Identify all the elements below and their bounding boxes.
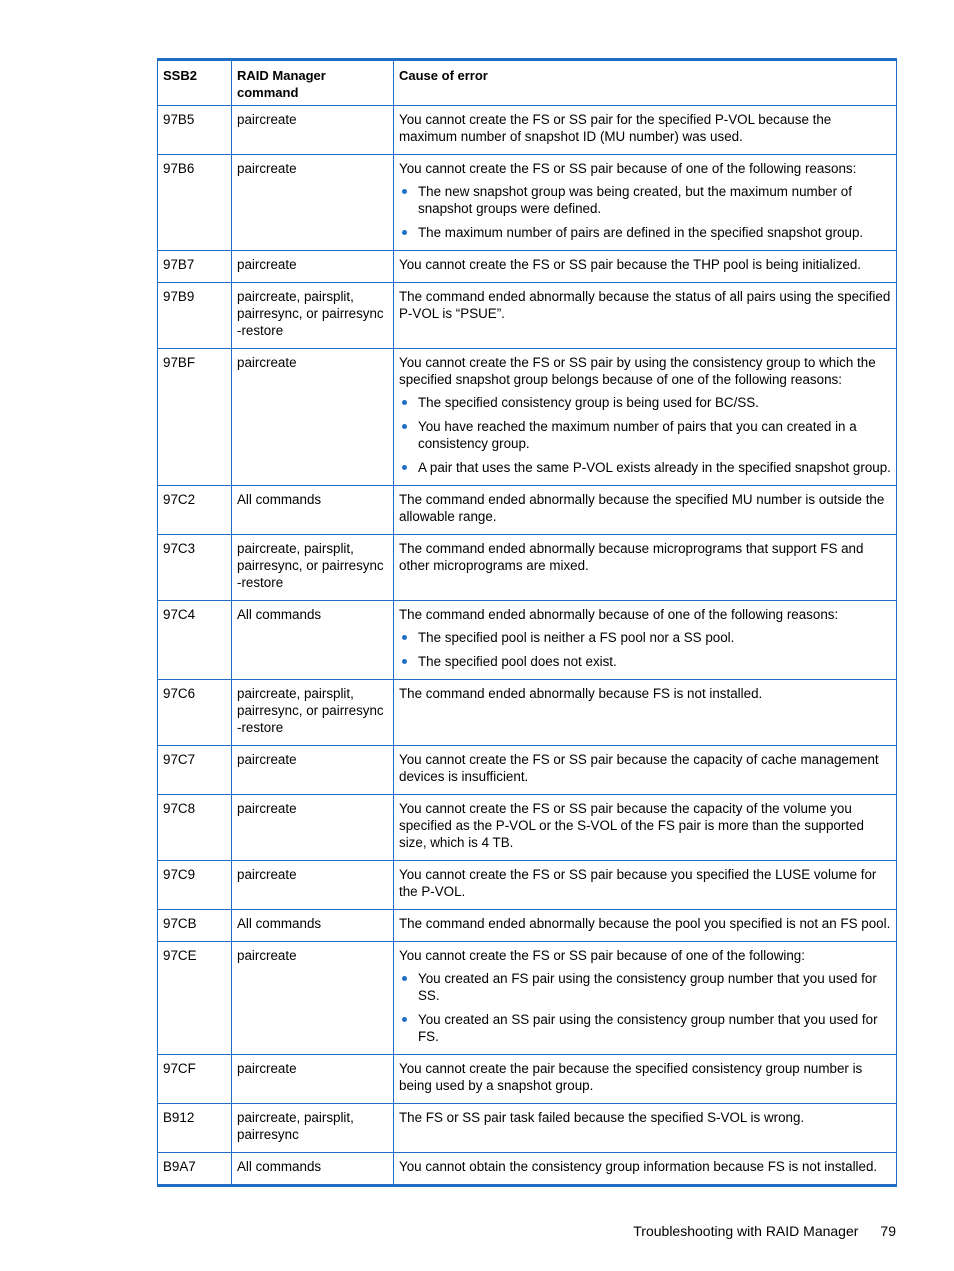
cause-text: You cannot create the FS or SS pair because you specified the LUSE volume for the P-VOL. [399,867,877,899]
cause-text: The command ended abnormally because the status of all pairs using the specified P-VOL is “PSUE”. [399,289,891,321]
bullet-icon [402,976,407,981]
cause-text: You cannot create the FS or SS pair because the capacity of the volume you specified as the P-VOL or the S-VOL of the FS pair is more than the supported size, which is 4 TB. [399,801,864,850]
raid-manager-command: paircreate, pairsplit, pairresync, or pairresync -restore [232,535,394,601]
bullet-text: You have reached the maximum number of pairs that you can created in a consistency group. [418,419,857,451]
table-row [158,251,897,283]
cause-of-error [394,486,897,535]
bullet-icon [402,465,407,470]
cause-of-error [394,1055,897,1104]
footer-section-title: Troubleshooting with RAID Manager [633,1223,859,1239]
cause-text: You cannot create the pair because the specified consistency group number is being used by a snapshot group. [399,1061,863,1093]
table-row [158,1153,897,1186]
ssb2-code: 97CB [158,910,232,942]
ssb2-code: 97C3 [158,535,232,601]
bullet-text: The new snapshot group was being created, but the maximum number of snapshot groups were defined. [418,184,852,216]
raid-manager-command: paircreate [232,861,394,910]
bullet-icon [402,230,407,235]
ssb2-code: B9A7 [158,1153,232,1186]
cause-of-error [394,251,897,283]
table-row [158,795,897,861]
cause-of-error [394,910,897,942]
bullet-text: You created an SS pair using the consistency group number that you used for FS. [418,1012,878,1044]
table-row [158,283,897,349]
bullet-icon [402,635,407,640]
raid-manager-command: paircreate, pairsplit, pairresync [232,1104,394,1153]
table-row [158,106,897,155]
cause-of-error [394,349,897,486]
header-cause-of-error: Cause of error [394,60,897,106]
ssb2-code: B912 [158,1104,232,1153]
raid-manager-command: paircreate [232,795,394,861]
raid-manager-command: All commands [232,601,394,680]
raid-manager-command: All commands [232,486,394,535]
cause-bullet-item [399,183,891,217]
cause-bullet-list [399,629,891,670]
ssb2-code: 97C2 [158,486,232,535]
ssb2-code: 97C9 [158,861,232,910]
cause-bullet-item [399,418,891,452]
raid-manager-command: All commands [232,910,394,942]
bullet-icon [402,659,407,664]
cause-text: The command ended abnormally because the specified MU number is outside the allowable range. [399,492,885,524]
ssb2-code: 97B9 [158,283,232,349]
cause-of-error [394,601,897,680]
cause-of-error [394,942,897,1055]
cause-bullet-list [399,970,891,1045]
bullet-text: The specified pool is neither a FS pool nor a SS pool. [418,630,735,645]
table-body [158,106,897,1186]
cause-of-error [394,535,897,601]
ssb2-code: 97C4 [158,601,232,680]
ssb2-code: 97CE [158,942,232,1055]
ssb2-code: 97C7 [158,746,232,795]
table-row [158,746,897,795]
error-code-table [157,58,897,1187]
table-row [158,601,897,680]
raid-manager-command: paircreate [232,942,394,1055]
raid-manager-command: paircreate [232,746,394,795]
cause-of-error [394,155,897,251]
cause-bullet-item [399,224,891,241]
cause-bullet-item [399,394,891,411]
cause-of-error [394,795,897,861]
cause-text: The command ended abnormally because of one of the following reasons: [399,607,839,622]
table-row [158,861,897,910]
cause-of-error [394,106,897,155]
cause-text: The command ended abnormally because FS is not installed. [399,686,763,701]
raid-manager-command: paircreate, pairsplit, pairresync, or pairresync -restore [232,680,394,746]
cause-bullet-item [399,629,891,646]
raid-manager-command: paircreate [232,251,394,283]
cause-of-error [394,680,897,746]
cause-text: You cannot create the FS or SS pair for the specified P-VOL because the maximum number of snapshot ID (MU number) was used. [399,112,832,144]
bullet-text: The specified consistency group is being used for BC/SS. [418,395,759,410]
cause-text: You cannot obtain the consistency group information because FS is not installed. [399,1159,878,1174]
ssb2-code: 97B7 [158,251,232,283]
cause-bullet-item [399,1011,891,1045]
cause-text: The command ended abnormally because the pool you specified is not an FS pool. [399,916,891,931]
cause-of-error [394,1153,897,1186]
cause-bullet-item [399,970,891,1004]
cause-of-error [394,746,897,795]
cause-bullet-list [399,183,891,241]
bullet-icon [402,1017,407,1022]
table-row [158,910,897,942]
bullet-icon [402,189,407,194]
cause-text: You cannot create the FS or SS pair by using the consistency group to which the specified snapshot group belongs because of one of the following reasons: [399,355,876,387]
table-row [158,155,897,251]
ssb2-code: 97BF [158,349,232,486]
table-row [158,349,897,486]
table-row [158,680,897,746]
bullet-text: You created an FS pair using the consistency group number that you used for SS. [418,971,877,1003]
bullet-text: A pair that uses the same P-VOL exists already in the specified snapshot group. [418,460,891,475]
cause-of-error [394,861,897,910]
raid-manager-command: paircreate [232,155,394,251]
cause-bullet-list [399,394,891,476]
cause-text: You cannot create the FS or SS pair because of one of the following: [399,948,805,963]
raid-manager-command: All commands [232,1153,394,1186]
ssb2-code: 97B6 [158,155,232,251]
raid-manager-command: paircreate [232,349,394,486]
bullet-text: The specified pool does not exist. [418,654,617,669]
cause-of-error [394,1104,897,1153]
ssb2-code: 97CF [158,1055,232,1104]
table-header-row [158,60,897,106]
cause-text: The command ended abnormally because microprograms that support FS and other microprograms are mixed. [399,541,864,573]
bullet-icon [402,400,407,405]
raid-manager-command: paircreate, pairsplit, pairresync, or pairresync -restore [232,283,394,349]
cause-text: You cannot create the FS or SS pair because the capacity of cache management devices is insufficient. [399,752,879,784]
cause-text: You cannot create the FS or SS pair because of one of the following reasons: [399,161,857,176]
raid-manager-command: paircreate [232,106,394,155]
bullet-text: The maximum number of pairs are defined in the specified snapshot group. [418,225,864,240]
table-row [158,535,897,601]
bullet-icon [402,424,407,429]
table-row [158,486,897,535]
header-raid-manager-command: RAID Manager command [232,60,394,106]
table-row [158,942,897,1055]
table-row [158,1055,897,1104]
page-footer [633,1223,896,1239]
cause-bullet-item [399,653,891,670]
ssb2-code: 97C8 [158,795,232,861]
table-row [158,1104,897,1153]
header-ssb2: SSB2 [158,60,232,106]
cause-bullet-item [399,459,891,476]
page-number: 79 [880,1223,896,1239]
ssb2-code: 97B5 [158,106,232,155]
cause-text: The FS or SS pair task failed because the specified S-VOL is wrong. [399,1110,805,1125]
cause-of-error [394,283,897,349]
raid-manager-command: paircreate [232,1055,394,1104]
cause-text: You cannot create the FS or SS pair because the THP pool is being initialized. [399,257,862,272]
ssb2-code: 97C6 [158,680,232,746]
